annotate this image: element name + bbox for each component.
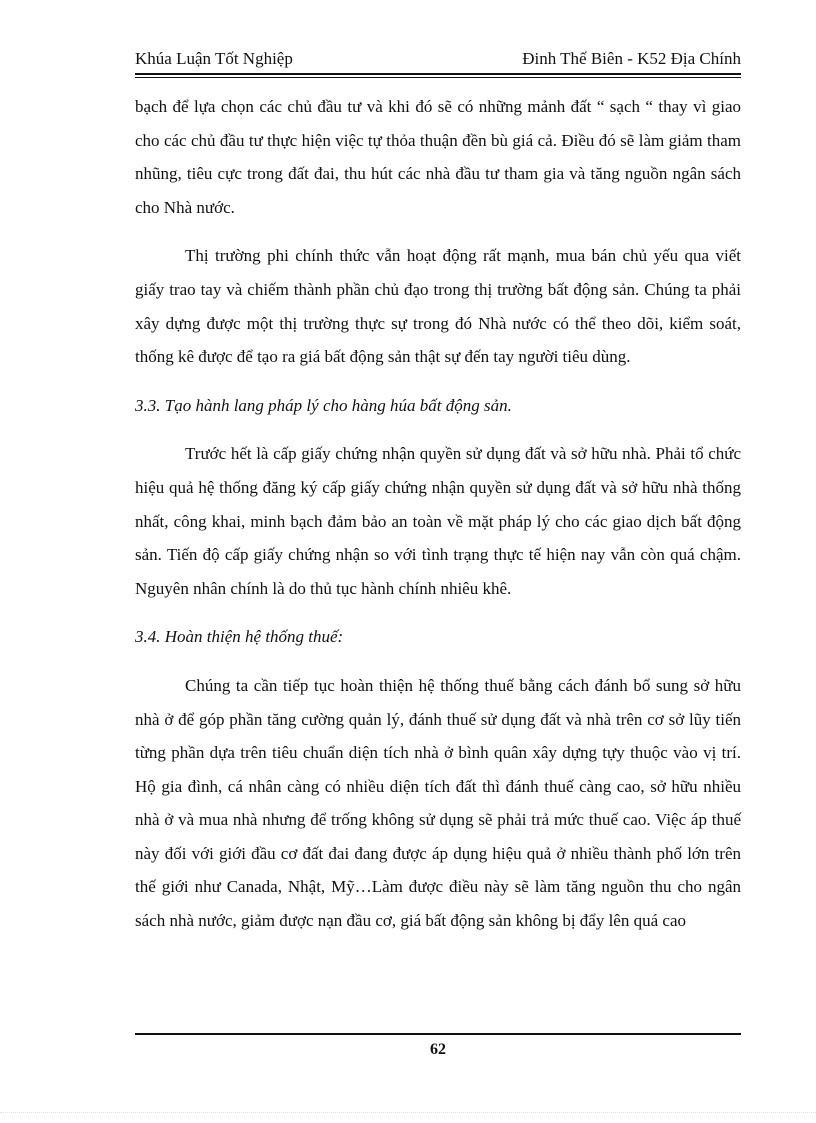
body-paragraph-4: Chúng ta cần tiếp tục hoàn thiện hệ thống thuế bằng cách đánh bổ sung sở hữu nhà ở để góp phần tăng cường quản lý, đánh thuế sử dụng đất và nhà trên cơ sở lũy tiến từng phần dựa trên tiêu chuẩn diện tích nhà ở bình quân xây dựng tựy thuộc vào vị trí. Hộ gia đình, cá nhân càng có nhiều diện tích đất thì đánh thuế càng cao, sở hữu nhiều nhà ở và mua nhà nhưng để trống không sử dụng sẽ phải trả mức thuế cao. Việc áp thuế này đối với giới đầu cơ đất đai đang được áp dụng hiệu quả ở nhiều thành phố lớn trên thế giới như Canada, Nhật, Mỹ…Làm được điều này sẽ làm tăng nguồn thu cho ngân sách nhà nước, giảm được nạn đầu cơ, giá bất động sản không bị đẩy lên quá cao [135,675,741,931]
header-thesis-title: Khúa Luận Tốt Nghiệp [135,49,293,68]
header-author: Đinh Thế Biên - K52 Địa Chính [522,49,741,68]
page-content [135,90,741,953]
page-number: 62 [430,1041,446,1058]
page-bottom-edge [0,1112,816,1113]
footer-rule [135,1033,741,1035]
body-paragraph-2: Thị trường phi chính thức vẫn hoạt động rất mạnh, mua bán chủ yếu qua viết giấy trao tay và chiếm thành phần chủ đạo trong thị trường bất động sản. Chúng ta phải xây dựng được một thị trường thực sự trong đó Nhà nước có thể theo dõi, kiểm soát, thống kê được để tạo ra giá bất động sản thật sự đến tay người tiêu dùng. [135,246,741,367]
header-rule [135,73,741,78]
section-heading-3-4: 3.4. Hoàn thiện hệ thống thuế: [135,627,344,647]
body-paragraph-1: bạch để lựa chọn các chủ đầu tư và khi đó sẽ có những mảnh đất “ sạch “ thay vì giao cho các chủ đầu tư thực hiện việc tự thỏa thuận đền bù giá cả. Điều đó sẽ làm giảm tham nhũng, tiêu cực trong đất đai, thu hút các nhà đầu tư tham gia và tăng nguồn ngân sách cho Nhà nước. [135,97,741,217]
body-paragraph-3: Trước hết là cấp giấy chứng nhận quyền sử dụng đất và sở hữu nhà. Phải tổ chức hiệu quả hệ thống đăng ký cấp giấy chứng nhận quyền sử dụng đất và sở hữu nhà thống nhất, công khai, minh bạch đảm bảo an toàn về mặt pháp lý cho các giao dịch bất động sản. Tiến độ cấp giấy chứng nhận so với tình trạng thực tế hiện nay vẫn còn quá chậm. Nguyên nhân chính là do thủ tục hành chính nhiêu khê. [135,444,741,598]
document-page [135,0,741,1123]
section-heading-3-3: 3.3. Tạo hành lang pháp lý cho hàng húa bất động sản. [135,395,512,415]
page-header [135,48,741,70]
